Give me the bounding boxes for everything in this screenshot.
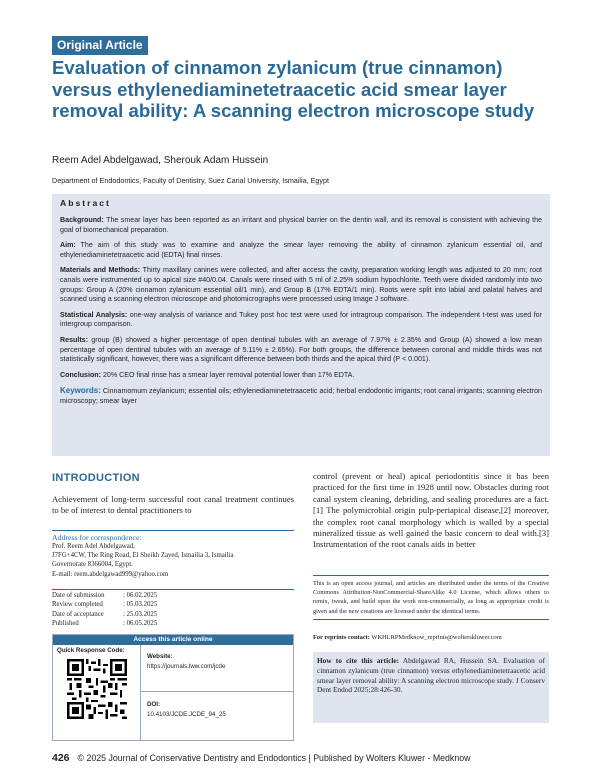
abstract-conclusion: Conclusion: 20% CEO final rinse has a smear layer removal potential lower than 17% EDTA. [60,370,355,379]
date-row: Date of submission : 06.02.2025 [52,592,158,599]
intro-heading: INTRODUCTION [52,472,140,484]
divider [141,691,293,692]
date-row: Date of acceptance : 25.03.2025 [52,610,158,618]
abstract-keywords: Keywords: Cinnamomum zeylanicum; essential oils; ethylenediaminetetraacetic acid; herbal endodontic irrigants; root canal irrigants; scanning electron microscopy; smear layer [60,386,542,405]
abstract-methods: Materials and Methods: Thirty maxillary canines were collected, and after access the cavity, preparation working length was adjusted to 20 mm; root canals were instrumented up to apical size #40/0.04. Canals were rinsed with 5 ml of 2.25% sodium hypochlorite. Teeth were divided randomly into two groups: Group A (20% cinnamon zylanicum essential oil/1 min), and Group B (17% EDTA/1 min). Roots were split into labial and palatal halves and scanned using a scanning electron microscope and photomicrographs were processed using Image J software. [60,266,542,304]
website-doi-area [141,645,293,740]
correspondence-email: E-mail: reem.abdelgawad999@yahoo.com [52,570,169,578]
doi-label: DOI: [147,701,161,708]
license-note: This is an open access journal, and articles are distributed under the terms of the Creative Commons Attribution-NonCommercial-ShareAlike 4.0 License, which allows others to remix, tweak, and build upon the work non-commercially, as long as appropriate credit is given and the new creations are licensed under the identical terms. [313,575,549,620]
page-footer [52,752,470,764]
reprints-contact: For reprints contact: WKHLRPMedknow_reprints@wolterskluwer.com [313,634,502,641]
cite-box: How to cite this article: Abdelgawad RA, Hussein SA. Evaluation of cinnamon zylanicum (true cinnamon) versus ethylenediaminetetraacetic acid smear layer removal ability: A scanning electron microscope study. J Conserv Dent Endod 2025;28:426-30. [313,652,549,723]
doi-link[interactable]: 10.4103/JCDE.JCDE_94_25 [147,711,226,718]
dates-block [52,589,294,629]
access-heading: Access this article online [53,635,293,645]
date-row: Published : 06.05.2025 [52,620,158,628]
article-type-badge: Original Article [52,36,148,55]
affiliation: Department of Endodontics, Faculty of Dentistry, Suez Canal University, Ismailia, Egypt [52,176,329,185]
footer-text: © 2025 Journal of Conservative Dentistry and Endodontics | Published by Wolters Kluwer - Medknow [77,753,471,763]
qr-label: Quick Response Code: [57,647,125,654]
correspondence-line: Prof. Reem Adel Abdelgawad, [52,543,135,550]
abstract-background: Background: The smear layer has been reported as an irritant and physical barrier on the dentin wall, and its removal is consistent with achieving the goal of biomechanical preparation. [60,216,542,234]
abstract-aim: Aim: The aim of this study was to examine and analyze the smear layer removing the ability of cinnamon zylanicum essential oil, and ethylenediaminetetraacetic acid (EDTA) final rinses. [60,241,542,259]
website-label: Website: [147,653,173,660]
abstract-heading: Abstract [60,198,111,208]
website-link[interactable]: https://journals.lww.com/jcde [147,663,226,670]
abstract-results: Results: group (B) showed a higher percentage of open dentinal tubules with an average of 7.97% ± 2.35% and Group (A) showed a low mean percentage of open dentinal tubules with an average of 5.11% ± 2.65%). For both groups, the difference between coronal and middle thirds was not statistically significant, however, there was a significant difference between both thirds and the apical third (P < 0.001). [60,335,542,364]
correspondence-line: J7FG+4CW, The Ring Road, El Sheikh Zayed, Ismailia 3, Ismailia [52,552,234,560]
authors: Reem Adel Abdelgawad, Sherouk Adam Hussein [52,155,269,166]
correspondence-block [52,530,294,579]
intro-text-right: control (prevent or heal) apical periodontitis since it has been practiced for the first time in 1928 until now. Obstacles during root canal system cleaning, debriding, and sealing procedures are a fact.[1] The polymicrobial origin pulp-periapical disease,[2] moreover, the complex root canal morphology which is walled by a special mineralized tissue as well gained the basic concern to deal with.[3] Instrumentation of the root canals aids in better [313,471,549,550]
intro-text-left: Achievement of long-term successful root canal treatment continues to be of interest to dental practitioners to [52,494,294,516]
correspondence-line: Governorate 8366004, Egypt. [52,561,133,569]
qr-area [53,645,141,740]
article-title: Evaluation of cinnamon zylanicum (true cinnamon) versus ethylenediaminetetraacetic acid smear layer removal ability: A scanning electron microscope study [52,57,535,121]
access-online-box [52,634,294,741]
page-number: 426 [52,752,70,764]
correspondence-heading: Address for correspondence: [52,533,142,542]
reprints-email[interactable]: WKHLRPMedknow_reprints@wolterskluwer.com [371,634,502,641]
date-row: Review completed : 05.03.2025 [52,601,158,609]
abstract-statistics: Statistical Analysis: one-way analysis of variance and Tukey post hoc test were used for intragroup comparison. The independent t-test was used for intergroup comparison. [60,310,542,329]
qr-code-icon[interactable] [67,659,127,719]
abstract-box [52,194,550,456]
